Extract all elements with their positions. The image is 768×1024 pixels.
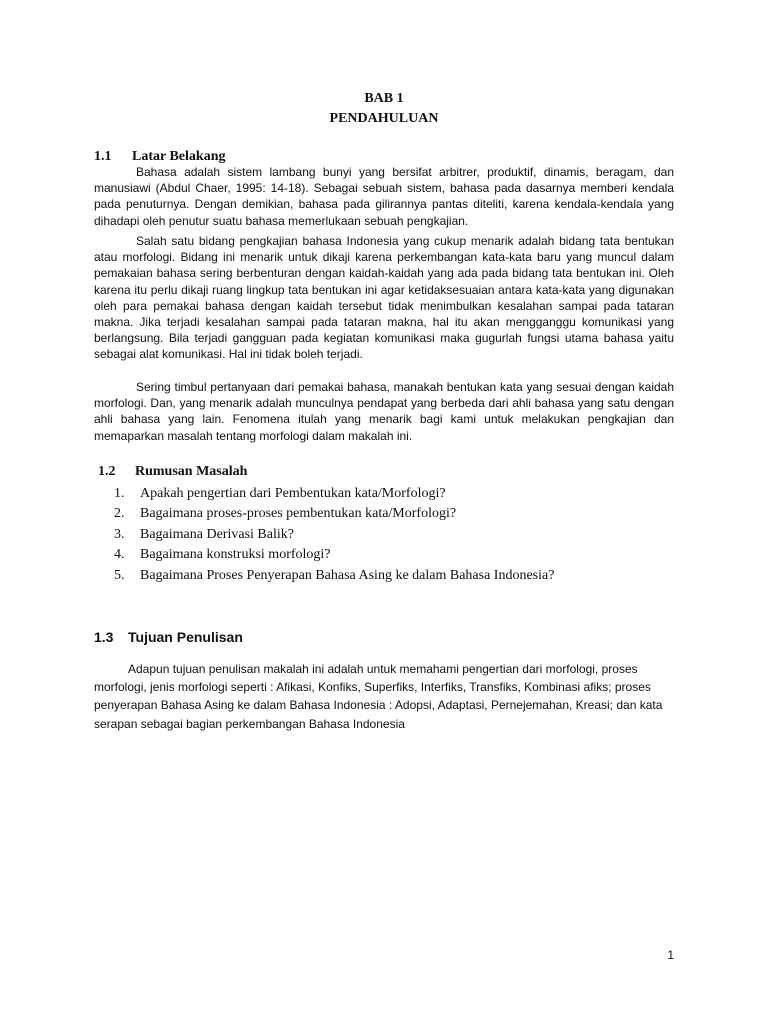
problem-statement-list: [114, 484, 554, 586]
list-item-number: 2.: [114, 506, 125, 522]
purpose-paragraph: Adapun tujuan penulisan makalah ini adalah untuk memahami pengertian dari morfologi, proses morfologi, jenis morfologi seperti : Afikasi, Konfiks, Superfiks, Interfiks, Transfiks, Kombinasi afiks; proses penyerapan Bahasa Asing ke dalam Bahasa Indonesia : Adopsi, Adaptasi, Pernejemahan, Kreasi; dan kata serapan sebagai bagian perkembangan Bahasa Indonesia: [94, 662, 663, 731]
background-paragraph-2: Salah satu bidang pengkajian bahasa Indonesia yang cukup menarik adalah bidang tata bentukan atau morfologi. Bidang ini menarik untuk dikaji karena perkembangan kata-kata baru yang muncul dalam pemakaian bahasa sering berbenturan dengan kaidah-kaidah yang ada pada bidang tata bentukan ini. Oleh karena itu perlu dikaji ruang lingkup tata bentukan ini agar ketidaksesuaian antara kata-kata yang digunakan oleh para pemakai bahasa dengan kaidah tersebut tidak menimbulkan kesalahan sampai pada tataran makna. Jika terjadi kesalahan sampai pada tataran makna, hal itu akan mengganggu komunikasi yang berlangsung. Bila terjadi gangguan pada kegiatan komunikasi maka gugurlah fungsi utama bahasa yaitu sebagai alat komunikasi. Hal ini tidak boleh terjadi.: [94, 234, 674, 362]
section-number: 1.1: [94, 149, 112, 164]
section-title: Latar Belakang: [132, 149, 226, 164]
section-title: Tujuan Penulisan: [128, 629, 243, 645]
section-number: 1.3: [94, 629, 114, 645]
list-item-text: Apakah pengertian dari Pembentukan kata/Morfologi?: [140, 486, 446, 501]
section-title: Rumusan Masalah: [135, 464, 248, 479]
list-item-number: 4.: [114, 547, 125, 563]
list-item: [114, 484, 554, 504]
list-item: [114, 566, 554, 586]
section-heading-tujuan-penulisan: [94, 629, 243, 645]
list-item: [114, 525, 554, 545]
chapter-title: PENDAHULUAN: [329, 111, 439, 126]
list-item-number: 5.: [114, 567, 125, 583]
list-item: [114, 504, 554, 524]
section-heading-latar-belakang: [94, 149, 225, 165]
list-item: [114, 545, 554, 565]
background-paragraph-1: Bahasa adalah sistem lambang bunyi yang bersifat arbitrer, produktif, dinamis, beragam, dan manusiawi (Abdul Chaer, 1995: 14-18). Sebagai sebuah sistem, bahasa pada dasarnya memberi kendala pada penuturnya. Dengan demikian, bahasa pada gilirannya pantas diteliti, karena kendala-kendala yang dihadapi oleh penutur suatu bahasa memerlukaan sebuah pengkajian.: [94, 165, 674, 228]
list-item-text: Bagaimana Derivasi Balik?: [140, 526, 294, 542]
chapter-number: BAB 1: [364, 91, 404, 106]
section-heading-rumusan-masalah: [98, 464, 247, 480]
list-item-number: 3.: [114, 526, 125, 542]
list-item-text: Bagaimana konstruksi morfologi?: [140, 547, 331, 563]
list-item-text: Bagaimana proses-proses pembentukan kata/Morfologi?: [140, 506, 457, 522]
page-number: 1: [667, 948, 674, 962]
list-item-text: Bagaimana Proses Penyerapan Bahasa Asing ke dalam Bahasa Indonesia?: [140, 567, 555, 583]
background-paragraph-3: Sering timbul pertanyaan dari pemakai bahasa, manakah bentukan kata yang sesuai dengan kaidah morfologi. Dan, yang menarik adalah munculnya pendapat yang berbeda dari ahli bahasa yang satu dengan ahli bahasa yang lain. Fenomena itulah yang menarik bagi kami untuk melakukan pengkajian dan memaparkan masalah tentang morfologi dalam makalah ini.: [94, 380, 674, 443]
section-number: 1.2: [98, 464, 116, 479]
list-item-number: 1.: [114, 486, 125, 501]
